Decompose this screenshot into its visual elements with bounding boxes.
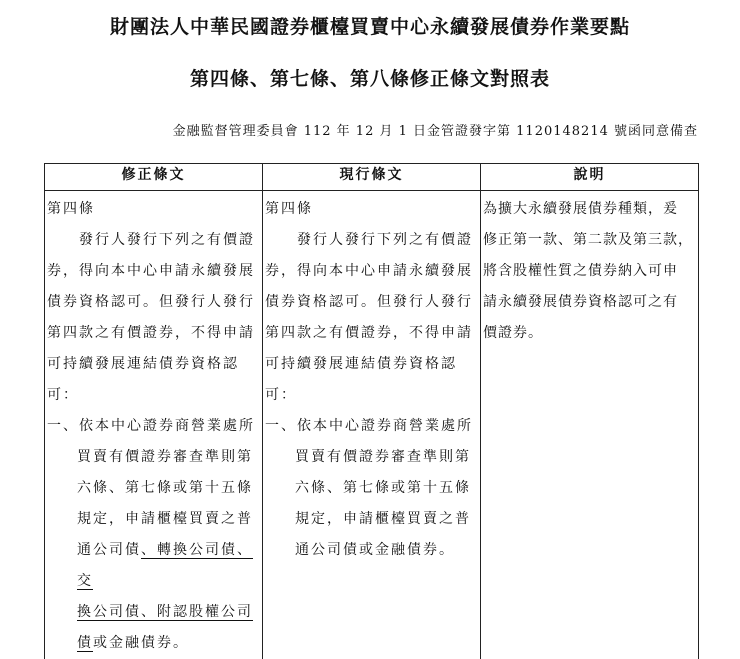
text-segment: 六條、第七條或第十五條 bbox=[295, 480, 471, 496]
text-segment: 規定，申請櫃檯買賣之普 bbox=[295, 511, 471, 527]
text-line bbox=[47, 380, 261, 411]
text-line bbox=[265, 287, 479, 318]
text-segment: 可： bbox=[47, 387, 79, 403]
amended-underlined-text: 換公司債、附認股權公司 bbox=[77, 604, 253, 620]
text-segment: 第四款之有價證券，不得申請 bbox=[265, 325, 473, 341]
amended-text-cell bbox=[45, 191, 263, 659]
table-header-row bbox=[45, 164, 699, 191]
text-line bbox=[483, 194, 697, 225]
text-line bbox=[265, 504, 479, 535]
text-line bbox=[47, 287, 261, 318]
text-line bbox=[47, 256, 261, 287]
text-line bbox=[47, 318, 261, 349]
text-line bbox=[47, 504, 261, 535]
text-line bbox=[47, 225, 261, 256]
text-line bbox=[47, 411, 261, 442]
text-segment: 第四條 bbox=[265, 201, 313, 217]
text-segment: 一、依本中心證券商營業處所 bbox=[265, 418, 473, 434]
table-row bbox=[45, 191, 699, 659]
text-line bbox=[265, 225, 479, 256]
text-segment: 六條、第七條或第十五條 bbox=[77, 480, 253, 496]
text-segment: 第四條 bbox=[47, 201, 95, 217]
text-segment: 價證券。 bbox=[483, 325, 543, 341]
text-line bbox=[265, 194, 479, 225]
text-segment: 規定，申請櫃檯買賣之普 bbox=[77, 511, 253, 527]
text-segment: 將含股權性質之債券納入可申 bbox=[483, 263, 678, 279]
text-segment: 發行人發行下列之有價證 bbox=[79, 232, 255, 248]
text-line bbox=[47, 628, 261, 659]
text-segment: 第四款之有價證券，不得申請 bbox=[47, 325, 255, 341]
text-segment: 或金融債券。 bbox=[93, 635, 189, 651]
text-segment: 為擴大永續發展債券種類，爰 bbox=[483, 201, 678, 217]
text-segment: 買賣有價證券審查準則第 bbox=[295, 449, 471, 465]
text-line bbox=[47, 535, 261, 597]
text-line bbox=[265, 349, 479, 380]
current-text-cell bbox=[263, 191, 481, 659]
explanation-cell bbox=[481, 191, 699, 659]
text-line bbox=[483, 287, 697, 318]
text-segment: 發行人發行下列之有價證 bbox=[297, 232, 473, 248]
text-line bbox=[265, 442, 479, 473]
approval-note: 金融監督管理委員會 112 年 12 月 1 日金管證發字第 1120148214 號函同意備查 bbox=[173, 120, 698, 139]
text-segment: 一、依本中心證券商營業處所 bbox=[47, 418, 255, 434]
text-line bbox=[47, 349, 261, 380]
document-title: 財團法人中華民國證券櫃檯買賣中心永續發展債券作業要點 bbox=[0, 12, 740, 39]
text-segment: 債券資格認可。但發行人發行 bbox=[47, 294, 255, 310]
text-line bbox=[265, 318, 479, 349]
text-segment: 券，得向本中心申請永續發展 bbox=[47, 263, 255, 279]
text-line bbox=[47, 473, 261, 504]
text-segment: 券，得向本中心申請永續發展 bbox=[265, 263, 473, 279]
header-explanation: 說明 bbox=[481, 164, 699, 191]
text-segment: 通公司債或金融債券。 bbox=[295, 542, 455, 558]
text-line bbox=[265, 473, 479, 504]
text-line bbox=[483, 256, 697, 287]
text-segment: 修正第一款、第二款及第三款， bbox=[483, 232, 693, 248]
text-segment: 通公司債 bbox=[77, 542, 141, 558]
text-line bbox=[265, 535, 479, 566]
text-segment: 買賣有價證券審查準則第 bbox=[77, 449, 253, 465]
document-subtitle: 第四條、第七條、第八條修正條文對照表 bbox=[0, 64, 740, 91]
text-segment: 可： bbox=[265, 387, 297, 403]
text-line bbox=[265, 380, 479, 411]
text-line bbox=[47, 597, 261, 628]
text-line bbox=[47, 442, 261, 473]
text-segment: 請永續發展債券資格認可之有 bbox=[483, 294, 678, 310]
text-line bbox=[47, 194, 261, 225]
text-segment: 可持續發展連結債券資格認 bbox=[47, 356, 239, 372]
amended-underlined-text: 、轉換公司債、交 bbox=[77, 542, 253, 589]
text-line bbox=[265, 411, 479, 442]
text-line bbox=[483, 318, 697, 349]
amended-underlined-text: 債 bbox=[77, 635, 93, 651]
header-amended: 修正條文 bbox=[45, 164, 263, 191]
text-line bbox=[265, 256, 479, 287]
text-segment: 債券資格認可。但發行人發行 bbox=[265, 294, 473, 310]
text-segment: 可持續發展連結債券資格認 bbox=[265, 356, 457, 372]
text-line bbox=[483, 225, 697, 256]
comparison-table bbox=[44, 163, 699, 659]
header-current: 現行條文 bbox=[263, 164, 481, 191]
